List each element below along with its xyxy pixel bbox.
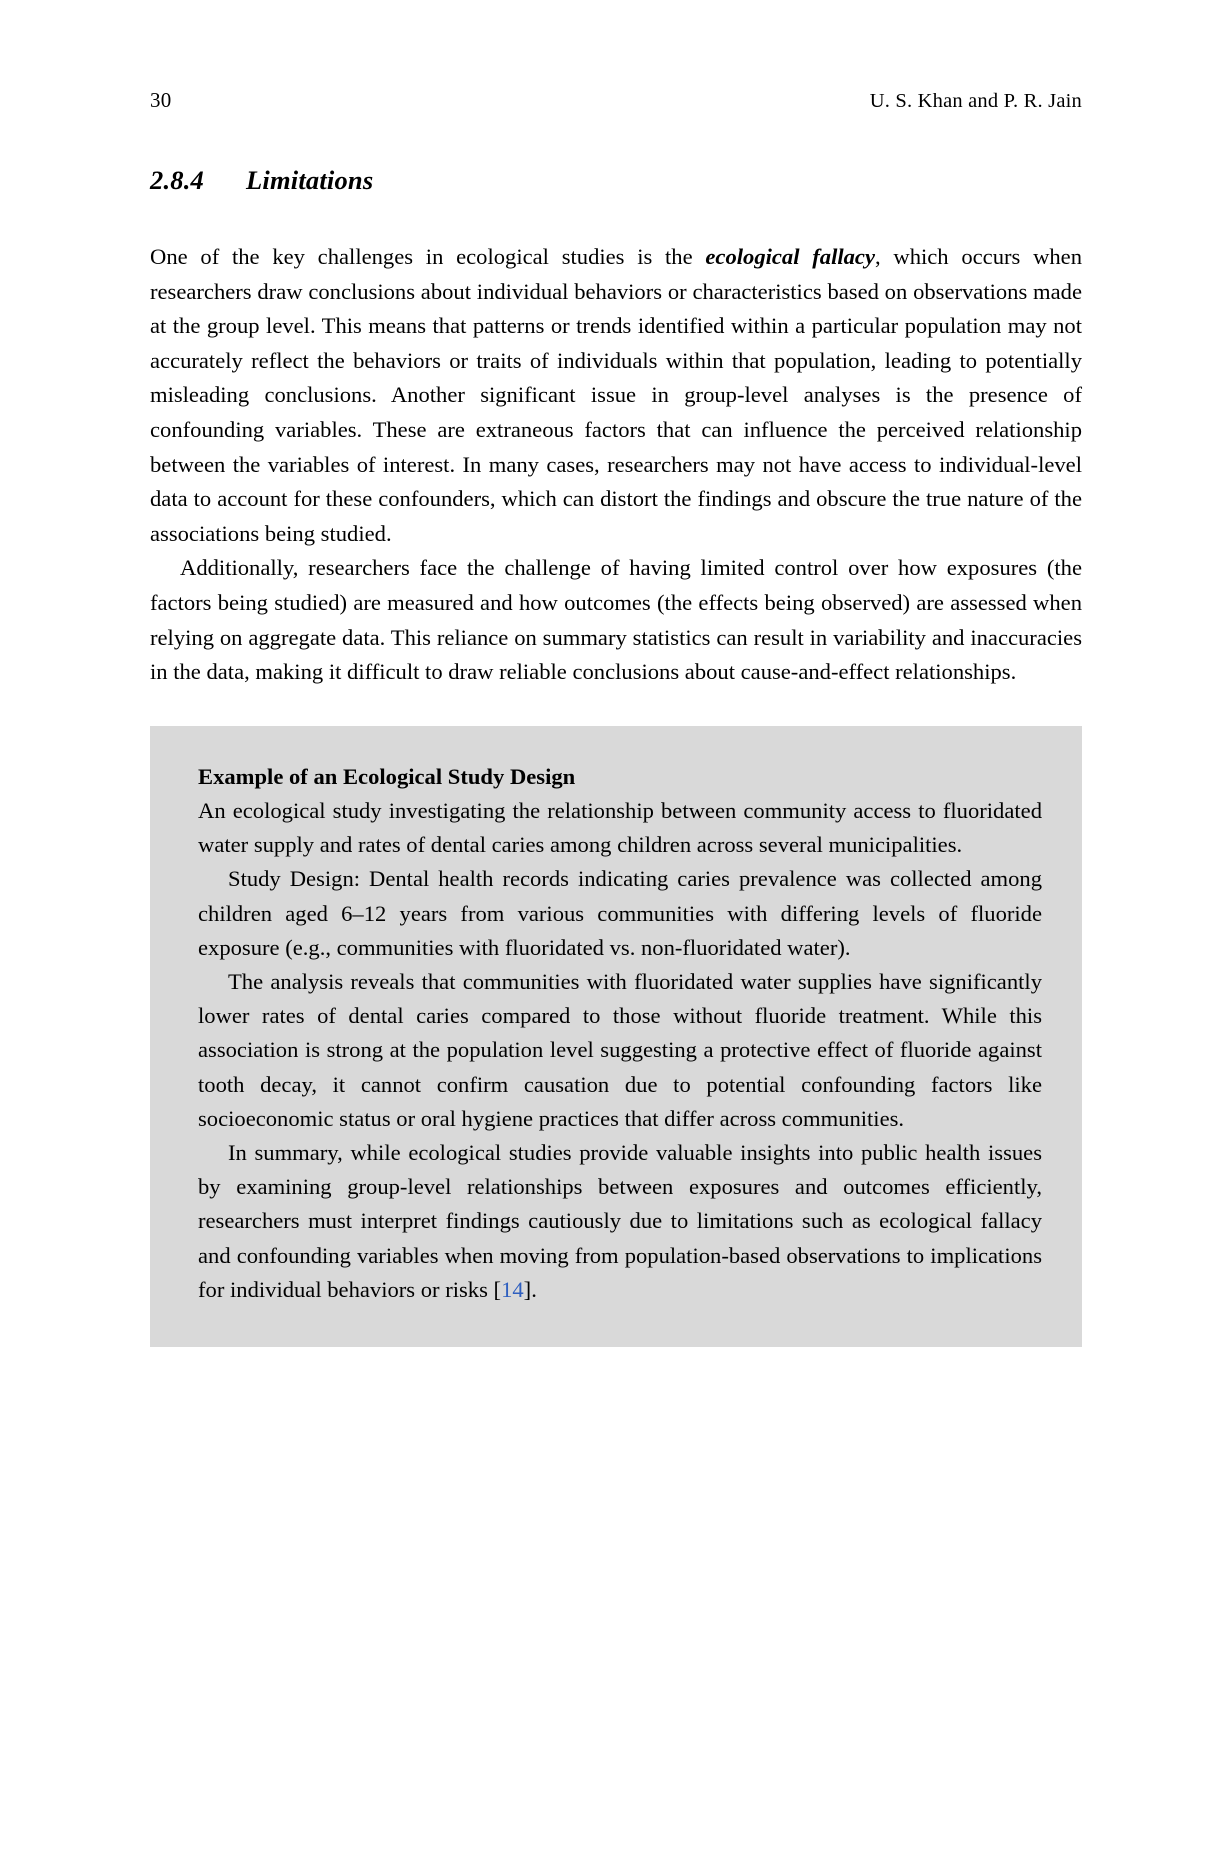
emphasized-term-ecological-fallacy: ecological fallacy: [705, 244, 875, 269]
example-box-study-design: Study Design: Dental health records indicating caries prevalence was collected among children aged 6–12 years from various communities with differing levels of fluoride exposure (e.g., communities with fluoridated vs. non-fluoridated water).: [198, 866, 1042, 960]
example-box-title: Example of an Ecological Study Design: [198, 763, 576, 789]
paragraph-limitations-1: [150, 240, 1082, 551]
page-number: 30: [150, 88, 172, 112]
section-title: Limitations: [246, 165, 374, 195]
section-number: 2.8.4: [150, 165, 204, 195]
paragraph-1-rest: , which occurs when researchers draw conclusions about individual behaviors or characteristics based on observations made at the group level. This means that patterns or trends identified within a particular population may not accurately reflect the behaviors or traits of individuals within that population, leading to potentially misleading conclusions. Another significant issue in group-level analyses is the presence of confounding variables. These are extraneous factors that can influence the perceived relationship between the variables of interest. In many cases, researchers may not have access to individual-level data to account for these confounders, which can distort the findings and obscure the true nature of the associations being studied.: [150, 244, 1083, 546]
paragraph-1-lead: One of the key challenges in ecological studies is the: [150, 244, 706, 269]
example-box-intro: An ecological study investigating the relationship between community access to fluoridated water supply and rates of dental caries among children across several municipalities.: [198, 797, 1042, 858]
running-head: [150, 88, 1082, 113]
running-title: U. S. Khan and P. R. Jain: [869, 90, 1082, 112]
page-content: [150, 88, 1082, 1347]
example-box-analysis: The analysis reveals that communities with fluoridated water supplies have significantly lower rates of dental caries compared to those without fluoride treatment. While this association is strong at the population level suggesting a protective effect of fluoride against tooth decay, it cannot confirm causation due to potential confounding factors like socioeconomic status or oral hygiene practices that differ across communities.: [198, 968, 1042, 1131]
example-box: [150, 726, 1082, 1347]
paragraph-limitations-2: Additionally, researchers face the challenge of having limited control over how exposures (the factors being studied) are measured and how outcomes (the effects being observed) are assessed when relying on aggregate data. This reliance on summary statistics can result in variability and inaccuracies in the data, making it difficult to draw reliable conclusions about cause-and-effect relationships.: [150, 555, 1082, 685]
example-box-summary: [198, 1136, 1042, 1307]
example-box-summary-text: In summary, while ecological studies provide valuable insights into public health issues by examining group-level relationships between exposures and outcomes efficiently, researchers must interpret findings cautiously due to limitations such as ecological fallacy and confounding variables when moving from population-based observations to implications for individual behaviors or risks [: [198, 1139, 1042, 1302]
example-box-summary-tail: ].: [523, 1276, 537, 1302]
section-heading: [150, 165, 1082, 196]
citation-link-14[interactable]: 14: [501, 1276, 524, 1302]
